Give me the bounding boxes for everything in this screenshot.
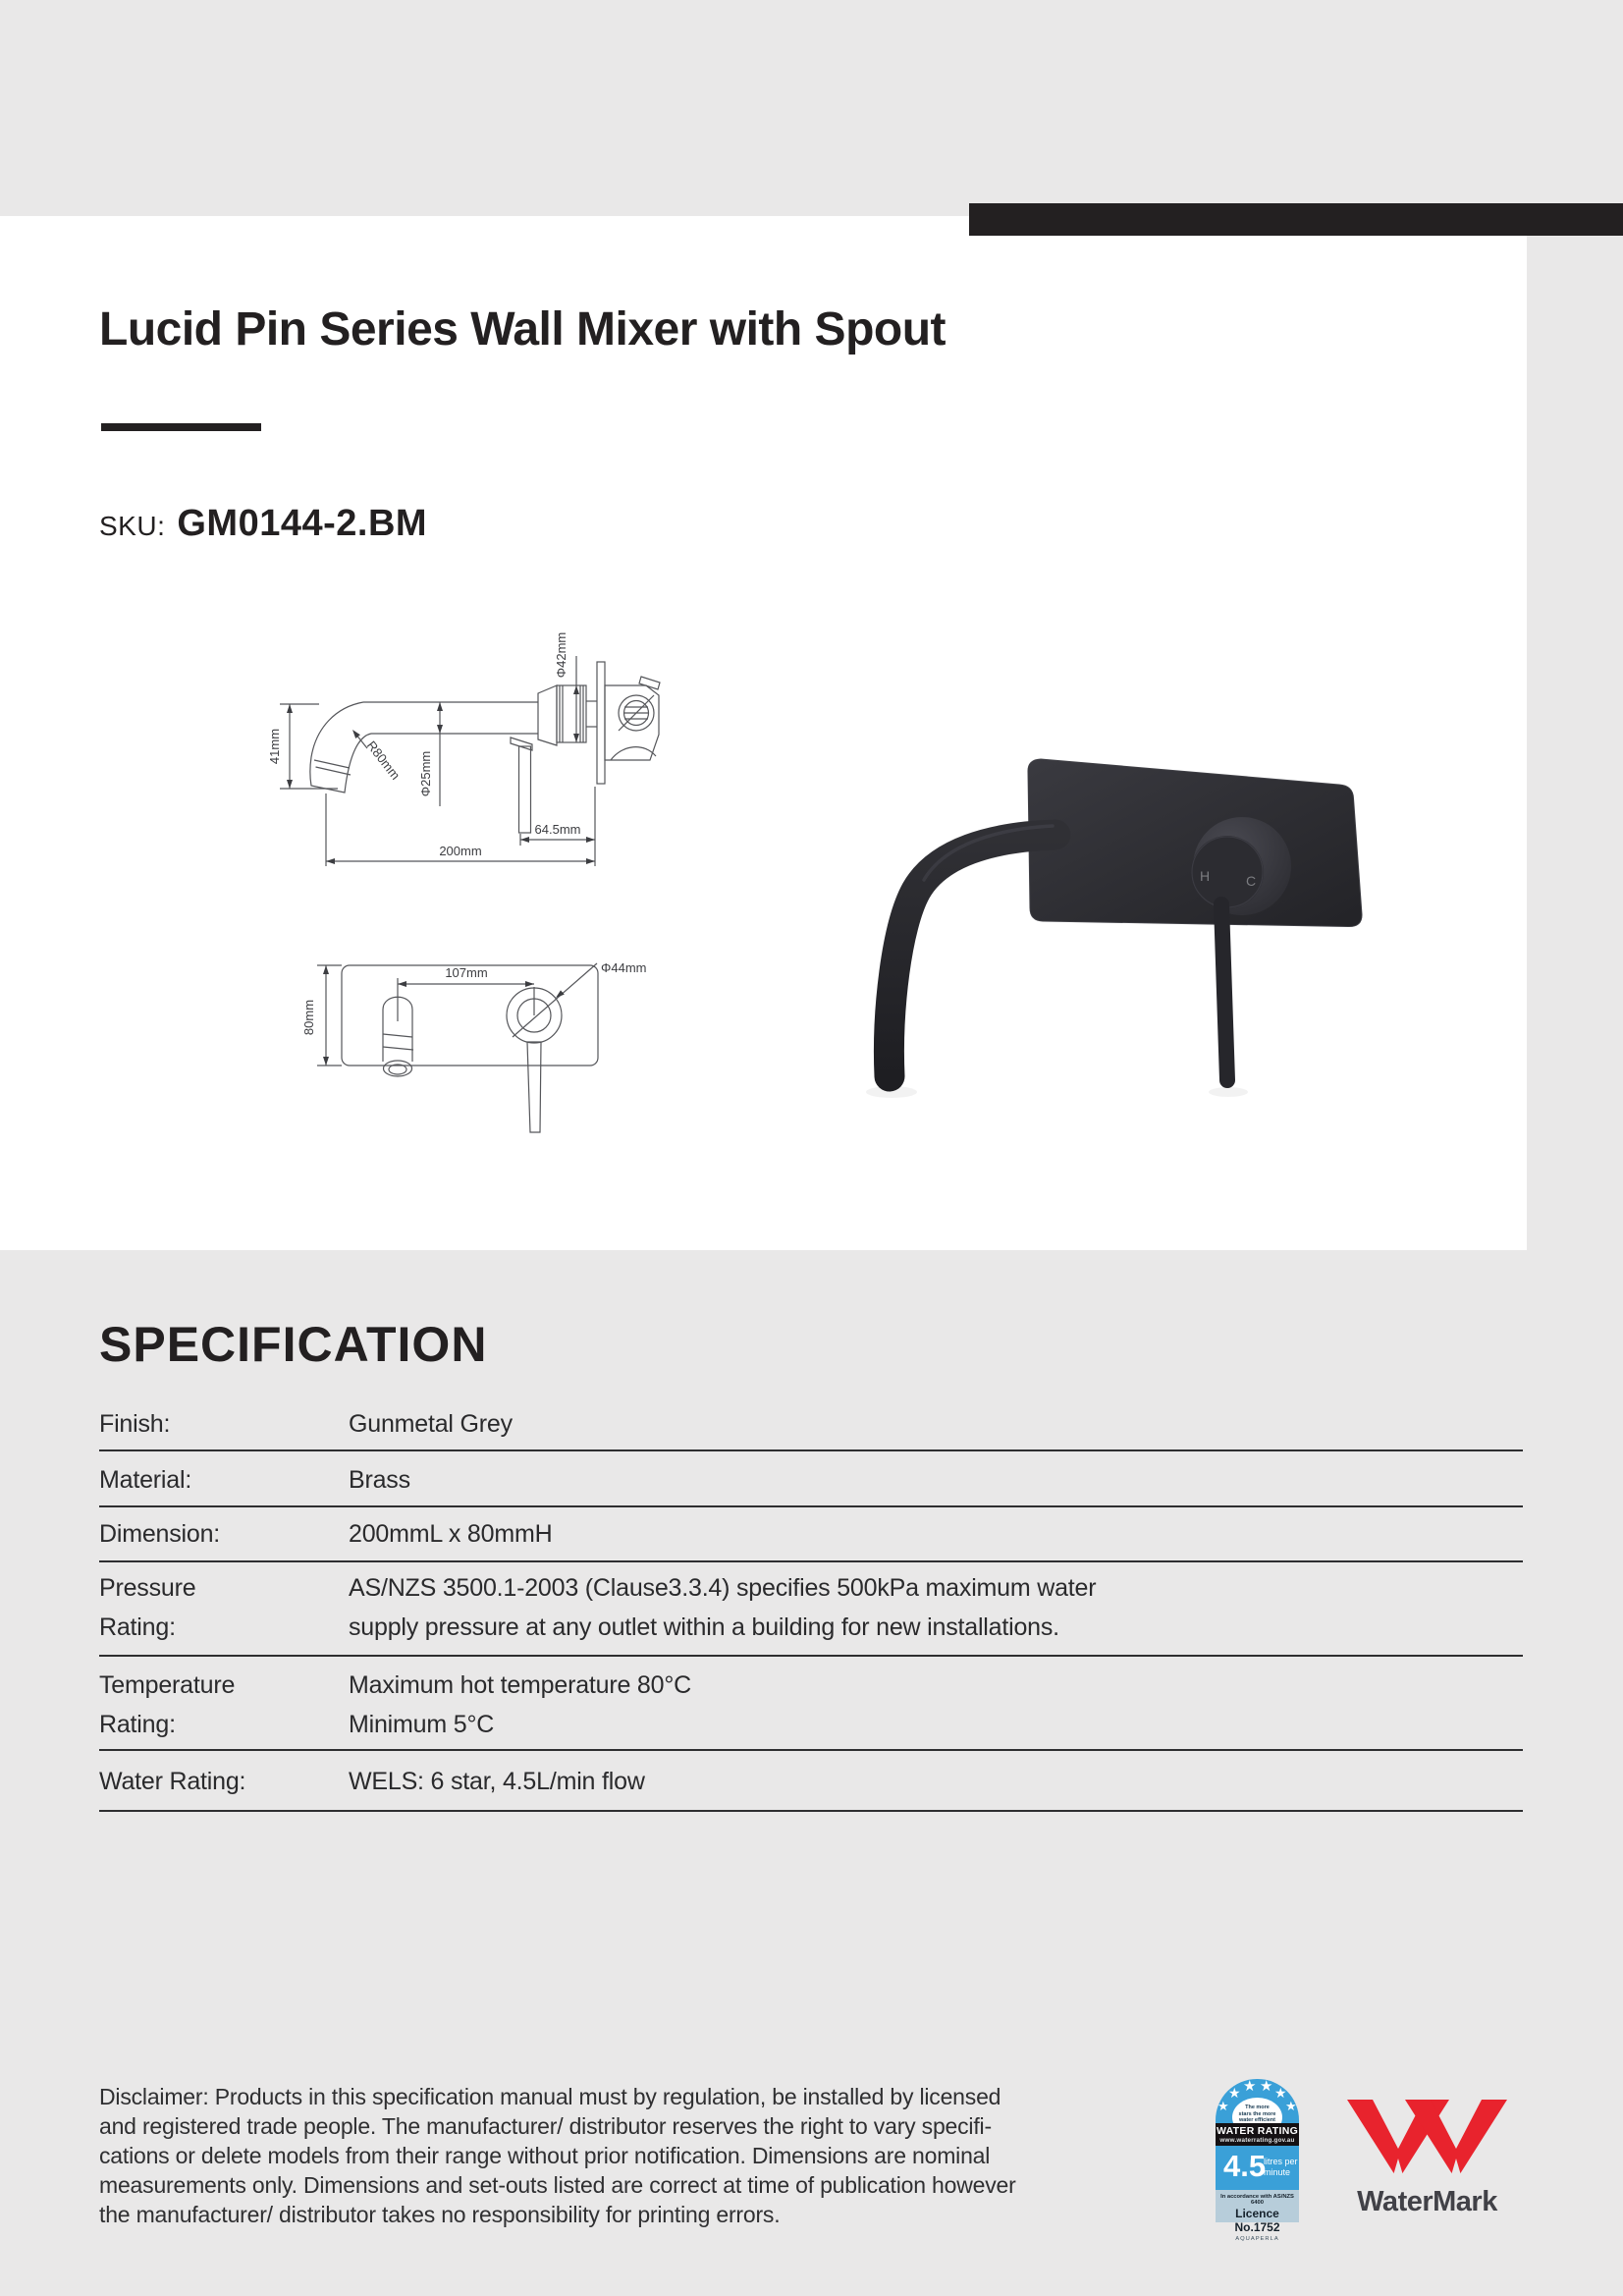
row-value: 200mmL x 80mmH [349, 1520, 553, 1548]
wels-rating-badge [1216, 2079, 1299, 2242]
row-label-line: Temperature [99, 1671, 236, 1699]
product-photo [835, 687, 1424, 1120]
row-value: Brass [349, 1466, 410, 1494]
wels-tagline [1232, 2098, 1282, 2123]
header-accent-bar [969, 203, 1623, 236]
dim-80mm: 80mm [301, 999, 316, 1036]
row-value: WELS: 6 star, 4.5L/min flow [349, 1768, 645, 1795]
star-icon: ★ [1243, 2079, 1257, 2095]
cold-indicator: C [1245, 873, 1257, 889]
title-underline [101, 423, 261, 431]
wels-band-url: www.waterrating.gov.au [1219, 2137, 1295, 2144]
table-row-dimension [99, 1507, 1523, 1562]
watermark-logo [1347, 2100, 1507, 2217]
disclaimer-line: measurements only. Dimensions and set-outs listed are correct at time of publication however [99, 2172, 1016, 2198]
dim-44mm: Φ44mm [601, 960, 647, 975]
row-label: Finish: [99, 1410, 171, 1438]
specification-heading: SPECIFICATION [99, 1317, 488, 1372]
sku-label: SKU: [99, 511, 166, 541]
star-icon: ★ [1228, 2085, 1241, 2101]
row-value [349, 1568, 1523, 1655]
watermark-label: WaterMark [1357, 2186, 1497, 2217]
row-label-line: Rating: [99, 1613, 176, 1641]
wels-flow-unit [1264, 2157, 1298, 2177]
page-title: Lucid Pin Series Wall Mixer with Spout [99, 303, 947, 355]
row-label: Dimension: [99, 1520, 221, 1548]
row-value-line: supply pressure at any outlet within a building for new installations. [349, 1613, 1059, 1641]
dim-200mm: 200mm [439, 844, 482, 858]
row-label [99, 1666, 349, 1749]
wall-backplate [1028, 759, 1362, 927]
technical-drawing-front-view [295, 933, 687, 1159]
wels-brand: AQUAPERLA [1235, 2236, 1279, 2242]
row-label-line: Pressure [99, 1574, 196, 1602]
lever-shadow [1209, 1087, 1248, 1097]
star-icon: ★ [1285, 2099, 1297, 2113]
wels-tagline-line: The more [1245, 2105, 1270, 2110]
wels-unit-line: minute [1264, 2166, 1291, 2177]
technical-drawing-side-view [265, 599, 677, 884]
hot-indicator: H [1199, 868, 1211, 884]
row-value: Gunmetal Grey [349, 1410, 513, 1438]
disclaimer-line: cations or delete models from their range without prior notification. Dimensions are nominal [99, 2143, 991, 2168]
star-icon: ★ [1274, 2085, 1287, 2101]
table-row-water-rating [99, 1751, 1523, 1812]
dim-64-5mm: 64.5mm [534, 822, 581, 837]
disclaimer-text [99, 2082, 1081, 2229]
handle-lever-pin [1221, 904, 1227, 1080]
wels-licence-number: Licence No.1752 [1234, 2207, 1280, 2234]
dim-r80mm: R80mm [363, 738, 404, 783]
row-value-line: Maximum hot temperature 80°C [349, 1671, 691, 1699]
dim-42mm: Φ42mm [554, 631, 568, 679]
disclaimer-line: Disclaimer: Products in this specification manual must by regulation, be installed by licensed [99, 2084, 1001, 2109]
sku-value: GM0144-2.BM [177, 503, 428, 544]
table-row-pressure-rating [99, 1562, 1523, 1657]
row-value-line: AS/NZS 3500.1-2003 (Clause3.3.4) specifies 500kPa maximum water [349, 1574, 1097, 1602]
row-label [99, 1568, 349, 1655]
wels-tagline-line: water efficient [1239, 2117, 1275, 2123]
table-row-finish [99, 1399, 1523, 1451]
star-icon: ★ [1217, 2099, 1229, 2113]
wels-band-title: WATER RATING [1216, 2125, 1299, 2137]
wels-title-band [1216, 2123, 1299, 2146]
dim-41mm: 41mm [267, 728, 282, 765]
row-label: Water Rating: [99, 1768, 246, 1795]
wels-badge-arch [1216, 2079, 1299, 2123]
sku-line [99, 503, 427, 545]
row-value [349, 1666, 1523, 1749]
wels-unit-line: litres per [1264, 2157, 1298, 2166]
watermark-w-icon [1347, 2100, 1507, 2184]
dim-107mm: 107mm [445, 965, 488, 980]
table-row-temperature-rating [99, 1657, 1523, 1751]
wels-flow-value: 4.5 [1223, 2149, 1267, 2183]
disclaimer-line: and registered trade people. The manufacturer/ distributor reserves the right to vary specifi- [99, 2113, 992, 2139]
table-row-material [99, 1451, 1523, 1507]
row-label: Material: [99, 1466, 192, 1494]
wels-accordance: In accordance with AS/NZS 6400 [1220, 2194, 1294, 2206]
row-value-line: Minimum 5°C [349, 1711, 495, 1738]
star-icon: ★ [1260, 2079, 1273, 2095]
disclaimer-line: the manufacturer/ distributor takes no responsibility for printing errors. [99, 2202, 781, 2227]
dim-25mm: Φ25mm [418, 750, 433, 797]
specification-table [99, 1399, 1523, 1812]
row-label-line: Rating: [99, 1711, 176, 1738]
wels-flow-band [1216, 2146, 1299, 2190]
wels-tagline-line: stars the more [1238, 2110, 1276, 2117]
wels-licence-band [1216, 2190, 1299, 2242]
